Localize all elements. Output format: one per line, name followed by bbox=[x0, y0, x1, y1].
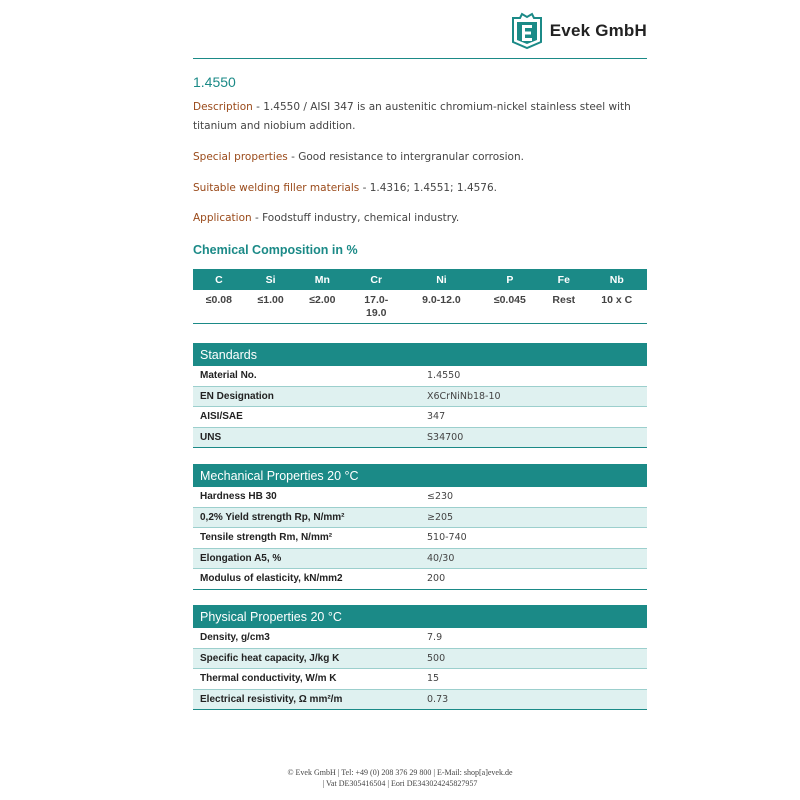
footer-contact: © Evek GmbH | Tel: +49 (0) 208 376 29 800 | E-Mail: shop[a]evek.de bbox=[287, 768, 513, 777]
row-label: UNS bbox=[200, 431, 222, 443]
chemical-composition-table bbox=[193, 269, 647, 324]
chem-header-si: Si bbox=[245, 269, 297, 290]
page-title: 1.4550 bbox=[193, 74, 236, 90]
table-row bbox=[193, 487, 647, 508]
chemical-composition-heading: Chemical Composition in % bbox=[193, 243, 358, 257]
welding-filler-paragraph bbox=[193, 179, 647, 198]
company-name: Evek GmbH bbox=[549, 21, 647, 40]
welding-filler-key: Suitable welding filler materials bbox=[193, 182, 360, 194]
special-properties-text: - Good resistance to intergranular corrosion. bbox=[287, 151, 524, 163]
table-row bbox=[193, 366, 647, 387]
physical-properties-heading: Physical Properties 20 °C bbox=[193, 605, 647, 628]
row-value: 0.73 bbox=[427, 693, 449, 705]
table-row bbox=[193, 407, 647, 428]
row-value: ≤230 bbox=[427, 491, 454, 502]
row-value: X6CrNiNb18-10 bbox=[427, 390, 501, 402]
row-label: Density, g/cm3 bbox=[200, 632, 270, 643]
chem-header-cr: Cr bbox=[348, 269, 404, 290]
special-properties-key: Special properties bbox=[193, 151, 288, 163]
row-label: EN Designation bbox=[200, 390, 274, 402]
chem-value-si: ≤1.00 bbox=[245, 290, 297, 324]
chem-value-nb: 10 x C bbox=[587, 290, 647, 324]
row-label: Modulus of elasticity, kN/mm2 bbox=[200, 573, 343, 584]
row-label: AISI/SAE bbox=[200, 411, 243, 422]
chem-header-fe: Fe bbox=[541, 269, 586, 290]
physical-properties-table bbox=[193, 605, 647, 710]
row-label: Specific heat capacity, J/kg K bbox=[200, 652, 340, 664]
table-row bbox=[193, 669, 647, 690]
application-text: - Foodstuff industry, chemical industry. bbox=[251, 212, 460, 224]
welding-filler-text: - 1.4316; 1.4551; 1.4576. bbox=[359, 182, 498, 194]
mechanical-properties-table bbox=[193, 464, 647, 590]
table-row bbox=[193, 569, 647, 590]
row-value: S34700 bbox=[427, 431, 464, 443]
row-label: Material No. bbox=[200, 370, 257, 381]
row-value: 15 bbox=[427, 673, 440, 684]
standards-heading: Standards bbox=[193, 343, 647, 366]
row-value: 200 bbox=[427, 573, 446, 584]
table-row bbox=[193, 549, 647, 570]
mechanical-properties-heading: Mechanical Properties 20 °C bbox=[193, 464, 647, 487]
chem-header-ni: Ni bbox=[404, 269, 478, 290]
table-row bbox=[193, 690, 647, 711]
row-value: 7.9 bbox=[427, 632, 443, 643]
table-row bbox=[193, 628, 647, 649]
special-properties-paragraph bbox=[193, 148, 647, 167]
row-label: Electrical resistivity, Ω mm²/m bbox=[200, 693, 343, 705]
chem-header-nb: Nb bbox=[587, 269, 647, 290]
chem-value-p: ≤0.045 bbox=[479, 290, 541, 324]
application-key: Application bbox=[193, 212, 252, 224]
row-label: Tensile strength Rm, N/mm² bbox=[200, 532, 333, 543]
company-logo bbox=[510, 12, 647, 50]
chem-value-c: ≤0.08 bbox=[193, 290, 245, 324]
standards-table bbox=[193, 343, 647, 448]
table-row bbox=[193, 649, 647, 670]
table-row bbox=[193, 508, 647, 529]
page-header bbox=[193, 10, 647, 59]
shield-e-icon bbox=[510, 12, 544, 50]
footer-registration: | Vat DE305416504 | Eori DE343024245827957 bbox=[322, 779, 478, 788]
chem-header-p: P bbox=[479, 269, 541, 290]
row-value: ≥205 bbox=[427, 511, 454, 523]
row-value: 500 bbox=[427, 652, 446, 664]
row-value: 1.4550 bbox=[427, 370, 461, 381]
description-text: - 1.4550 / AISI 347 is an austenitic chromium-nickel stainless steel with titanium and niobium addition. bbox=[193, 101, 631, 132]
chem-value-fe: Rest bbox=[541, 290, 586, 324]
application-paragraph bbox=[193, 209, 647, 228]
chem-value-ni: 9.0-12.0 bbox=[404, 290, 478, 324]
table-row bbox=[193, 387, 647, 408]
chem-header-mn: Mn bbox=[297, 269, 349, 290]
row-value: 40/30 bbox=[427, 552, 455, 564]
description-paragraph bbox=[193, 98, 647, 136]
chem-header-row bbox=[193, 269, 647, 290]
chem-header-c: C bbox=[193, 269, 245, 290]
row-value: 347 bbox=[427, 411, 446, 422]
description-key: Description bbox=[193, 101, 253, 113]
chem-value-cr: 17.0-19.0 bbox=[348, 290, 404, 324]
row-label: Elongation A5, % bbox=[200, 552, 282, 564]
chem-value-mn: ≤2.00 bbox=[297, 290, 349, 324]
row-label: 0,2% Yield strength Rp, N/mm² bbox=[200, 511, 345, 523]
row-label: Hardness HB 30 bbox=[200, 491, 277, 502]
chem-value-row bbox=[193, 290, 647, 324]
table-row bbox=[193, 428, 647, 449]
row-label: Thermal conductivity, W/m K bbox=[200, 673, 337, 684]
table-row bbox=[193, 528, 647, 549]
row-value: 510-740 bbox=[427, 532, 467, 543]
